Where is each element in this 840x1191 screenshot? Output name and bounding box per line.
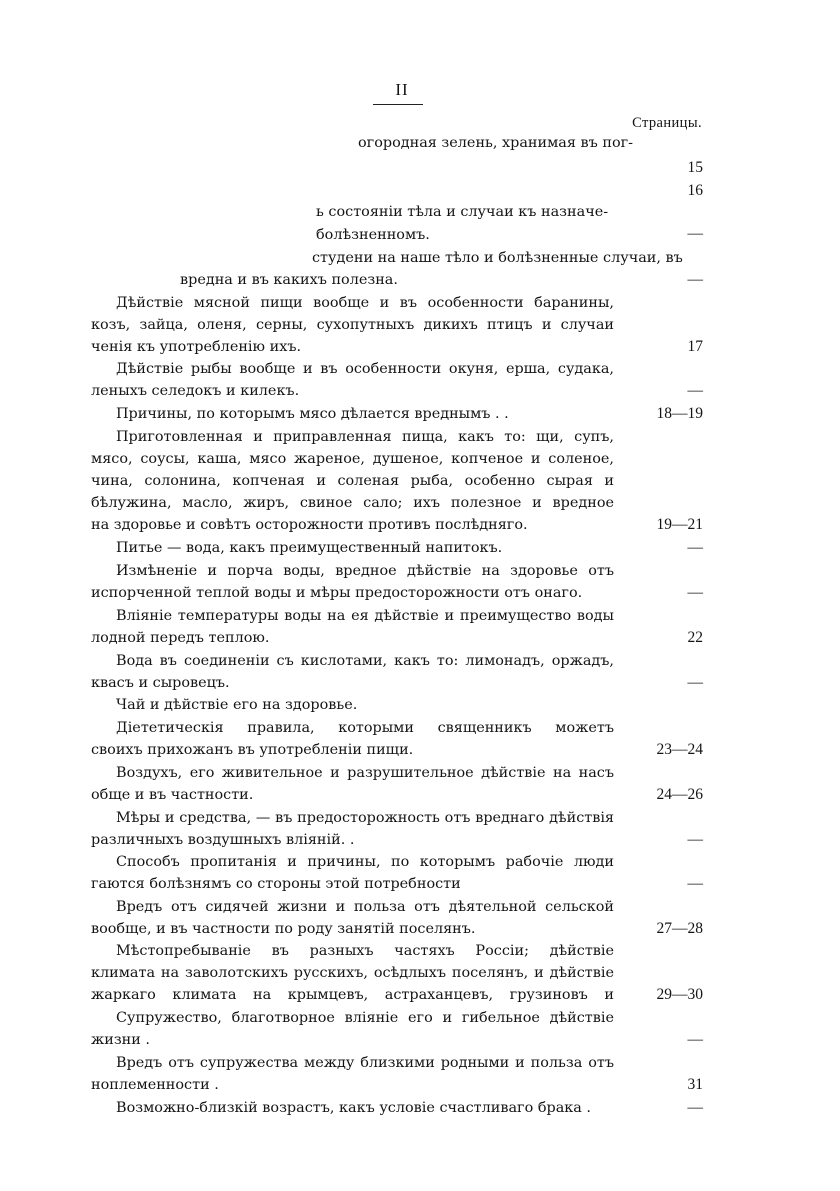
toc-line: козъ, зайца, оленя, серны, сухопутныхъ дикихъ птицъ и случаи (91, 317, 614, 333)
toc-line: Способъ пропитанія и причины, по которымъ рабочіе люди (116, 854, 614, 870)
toc-line: гаются болѣзнямъ со стороны этой потребности (91, 876, 461, 892)
toc-line: Питье — вода, какъ преимущественный напитокъ. (116, 540, 503, 556)
toc-line: леныхъ селедокъ и килекъ. (91, 383, 300, 399)
toc-line: обще и въ частности. (91, 787, 254, 803)
page-ref: 23—24 (656, 741, 703, 758)
page-ref: 29—30 (656, 986, 703, 1003)
toc-line: своихъ прихожанъ въ употребленіи пищи. (91, 742, 414, 758)
toc-line: вообще, и въ частности по роду занятій поселянъ. (91, 921, 476, 937)
page-ref: — (687, 674, 703, 691)
page-ref: 27—28 (656, 920, 703, 937)
page-ref: 15 (687, 159, 703, 176)
page-ref: — (687, 875, 703, 892)
toc-line: климата на заволотскихъ русскихъ, осѣдлыхъ поселянъ, и дѣйствіе (91, 965, 614, 981)
page-ref: — (687, 1099, 703, 1116)
page-ref: 18—19 (656, 405, 703, 422)
page-ref: — (687, 225, 703, 242)
toc-line: бѣлужина, масло, жиръ, свиное сало; ихъ полезное и вредное (91, 495, 614, 511)
page-ref: — (687, 539, 703, 556)
toc-line: ь состояніи тѣла и случаи къ назначе- (316, 204, 609, 220)
toc-line: Возможно-близкій возрастъ, какъ условіе счастливаго брака . (116, 1100, 592, 1116)
pages-column-header: Страницы. (632, 115, 702, 131)
page-ref: 17 (687, 338, 703, 355)
toc-line: жизни . (91, 1032, 151, 1048)
toc-line: Воздухъ, его живительное и разрушительное дѣйствіе на насъ (116, 765, 614, 781)
toc-line: студени на наше тѣло и болѣзненные случаи, въ (312, 250, 683, 266)
toc-line: Діететическія правила, которыми священникъ можетъ (116, 720, 614, 736)
toc-line: различныхъ воздушныхъ вліяній. . (91, 832, 355, 848)
page-number-rule (373, 104, 423, 105)
toc-line: испорченной теплой воды и мѣры предосторожности отъ онаго. (91, 585, 583, 601)
toc-line: огородная зелень, хранимая въ пог- (358, 135, 634, 151)
toc-line: квасъ и сыровецъ. (91, 675, 230, 691)
page-ref: 31 (687, 1076, 703, 1093)
page-ref: — (687, 271, 703, 288)
toc-line: ченія къ употребленію ихъ. (91, 339, 302, 355)
toc-line: Вредъ отъ супружества между близкими родными и польза отъ (116, 1055, 614, 1071)
toc-line: Супружество, благотворное вліяніе его и гибельное дѣйствіе (116, 1010, 614, 1026)
toc-line: Вредъ отъ сидячей жизни и польза отъ дѣятельной сельской (116, 899, 614, 915)
toc-line: Дѣйствіе мясной пищи вообще и въ особенности баранины, (116, 295, 614, 311)
toc-line: Дѣйствіе рыбы вообще и въ особенности окуня, ерша, судака, (116, 361, 614, 377)
page-ref: 16 (687, 182, 703, 199)
toc-line: Чай и дѣйствіе его на здоровье. (116, 697, 358, 713)
toc-line: болѣзненномъ. (316, 227, 430, 243)
page-number: II (395, 80, 409, 99)
toc-line: Вліяніе температуры воды на ея дѣйствіе и преимущество воды (116, 608, 614, 624)
toc-line: чина, солонина, копченая и соленая рыба, особенно сырая и (91, 473, 614, 489)
toc-line: Мѣры и средства, — въ предосторожность отъ вреднаго дѣйствія (116, 810, 614, 826)
toc-line: Мѣстопребываніе въ разныхъ частяхъ Россіи; дѣйствіе (116, 943, 614, 959)
toc-line: Приготовленная и приправленная пища, какъ то: щи, супъ, (116, 429, 614, 445)
page-ref: — (687, 1031, 703, 1048)
page-ref: 24—26 (656, 786, 703, 803)
toc-line: вредна и въ какихъ полезна. (180, 272, 398, 288)
page-ref: 22 (687, 629, 703, 646)
toc-line: мясо, соусы, каша, мясо жареное, душеное, копченое и соленое, (91, 451, 614, 467)
toc-line: ноплеменности . (91, 1077, 219, 1093)
page-ref: — (687, 831, 703, 848)
toc-line: Вода въ соединеніи съ кислотами, какъ то: лимонадъ, оржадъ, (116, 653, 614, 669)
page-ref: — (687, 584, 703, 601)
toc-line: жаркаго климата на крымцевъ, астраханцевъ, грузиновъ и (91, 987, 614, 1003)
toc-line: Измѣненіе и порча воды, вредное дѣйствіе на здоровье отъ (116, 563, 614, 579)
page-ref: — (687, 382, 703, 399)
toc-line: лодной передъ теплою. (91, 630, 270, 646)
toc-line: Причины, по которымъ мясо дѣлается вреднымъ . . (116, 406, 509, 422)
page-ref: 19—21 (656, 516, 703, 533)
toc-line: на здоровье и совѣтъ осторожности противъ послѣдняго. (91, 517, 528, 533)
